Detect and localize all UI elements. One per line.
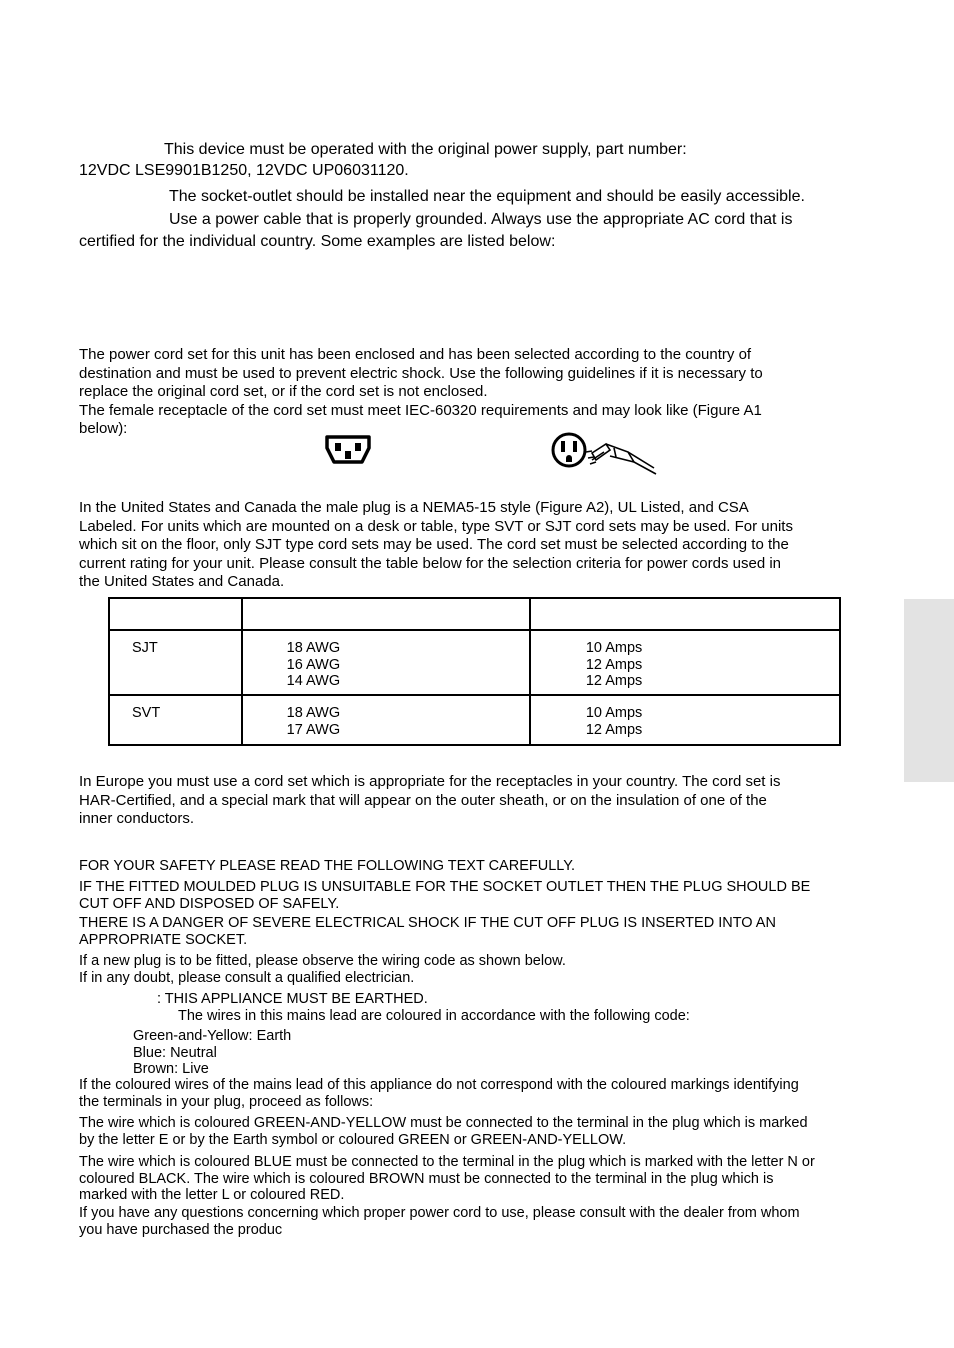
table-row bbox=[109, 630, 840, 695]
green-yellow-paragraph: The wire which is coloured GREEN-AND-YELLOW must be connected to the terminal in the plug which is marked by the letter E or by the Earth symbol or coloured GREEN or GREEN-AND-YELLOW. bbox=[79, 1115, 808, 1148]
socket-outlet-note: The socket-outlet should be installed near the equipment and should be easily accessible. bbox=[169, 188, 805, 205]
ground-note-line1: Use a power cable that is properly grounded. Always use the appropriate AC cord that is bbox=[169, 211, 793, 228]
wire-size-cell: 17 AWG bbox=[286, 721, 341, 738]
wire-size-cell: 18 AWG bbox=[286, 705, 341, 721]
wire-size-cell: 14 AWG bbox=[286, 673, 341, 689]
wires-intro: The wires in this mains lead are coloured in accordance with the following code: bbox=[178, 1008, 690, 1024]
earthed-warning: : THIS APPLIANCE MUST BE EARTHED. bbox=[157, 991, 428, 1007]
wire-code-earth: Green-and-Yellow: Earth bbox=[133, 1028, 292, 1044]
current-rating-cell: 12 Amps bbox=[585, 673, 643, 689]
safety-heading: FOR YOUR SAFETY PLEASE READ THE FOLLOWING TEXT CAREFULLY. bbox=[79, 858, 576, 874]
new-plug-note: If a new plug is to be fitted, please observe the wiring code as shown below. If in any doubt, please consult a qualified electrician. bbox=[79, 953, 566, 986]
section-side-tab bbox=[904, 599, 954, 782]
warning-shock: THERE IS A DANGER OF SEVERE ELECTRICAL SHOCK IF THE CUT OFF PLUG IS INSERTED INTO AN APPROPRIATE SOCKET. bbox=[79, 915, 776, 948]
current-rating-cell: 12 Amps bbox=[585, 656, 643, 673]
us-canada-paragraph: In the United States and Canada the male plug is a NEMA5-15 style (Figure A2), UL Listed, and CSA Labeled. For units which are mounted on a desk or table, type SVT or SJT cord sets may be used. For units which sit on the floor, only SJT type cord sets may be used. The cord set must be selected according to the current rating for your unit. Please consult the table below for the selection criteria for power cords used in the United States and Canada. bbox=[79, 499, 793, 591]
nema-plug-icon bbox=[550, 430, 662, 480]
cord-type-cell: SJT bbox=[132, 640, 158, 656]
cord-selection-table bbox=[108, 597, 841, 746]
iec-receptacle-icon bbox=[324, 434, 372, 466]
ground-note-line2: certified for the individual country. Some examples are listed below: bbox=[79, 233, 556, 250]
header-wire-size bbox=[242, 598, 530, 630]
warning-moulded-plug: IF THE FITTED MOULDED PLUG IS UNSUITABLE FOR THE SOCKET OUTLET THEN THE PLUG SHOULD BE CUT OFF AND DISPOSED OF SAFELY. bbox=[79, 879, 811, 912]
current-rating-cell: 10 Amps bbox=[585, 640, 643, 656]
wire-code-live: Brown: Live bbox=[133, 1061, 209, 1077]
wire-size-cell: 16 AWG bbox=[286, 656, 341, 673]
mismatch-paragraph: If the coloured wires of the mains lead of this appliance do not correspond with the coloured markings identifying the terminals in your plug, proceed as follows: bbox=[79, 1077, 799, 1110]
cord-set-paragraph: The power cord set for this unit has been enclosed and has been selected according to the country of destination and must be used to prevent electric shock. Use the following guidelines if it is necessary to replace the original cord set, or if the cord set is not enclosed. The female receptacle of the cord set must meet IEC-60320 requirements and may look like (Figure A1 below): bbox=[79, 346, 763, 438]
table-row bbox=[109, 695, 840, 745]
header-cord-type bbox=[109, 598, 242, 630]
questions-paragraph: If you have any questions concerning which proper power cord to use, please consult with the dealer from whom you have purchased the produc bbox=[79, 1205, 800, 1238]
europe-paragraph: In Europe you must use a cord set which is appropriate for the receptacles in your country. The cord set is HAR-Certified, and a special mark that will appear on the outer sheath, or on the insulation of one of the inner conductors. bbox=[79, 773, 781, 828]
wire-code-neutral: Blue: Neutral bbox=[133, 1044, 217, 1061]
power-supply-note-line2: 12VDC LSE9901B1250, 12VDC UP06031120. bbox=[79, 162, 409, 179]
table-header-row bbox=[109, 598, 840, 630]
power-supply-note-line1: This device must be operated with the original power supply, part number: bbox=[164, 141, 687, 158]
current-rating-cell: 10 Amps bbox=[585, 705, 643, 721]
current-rating-cell: 12 Amps bbox=[585, 721, 643, 738]
header-current-rating bbox=[530, 598, 840, 630]
cord-type-cell: SVT bbox=[132, 705, 161, 721]
wire-color-codes bbox=[133, 1028, 291, 1078]
blue-brown-paragraph: The wire which is coloured BLUE must be connected to the terminal in the plug which is marked with the letter N or coloured BLACK. The wire which is coloured BROWN must be connected to the terminal in the plug which is marked with the letter L or coloured RED. bbox=[79, 1154, 815, 1203]
wire-size-cell: 18 AWG bbox=[286, 640, 341, 656]
